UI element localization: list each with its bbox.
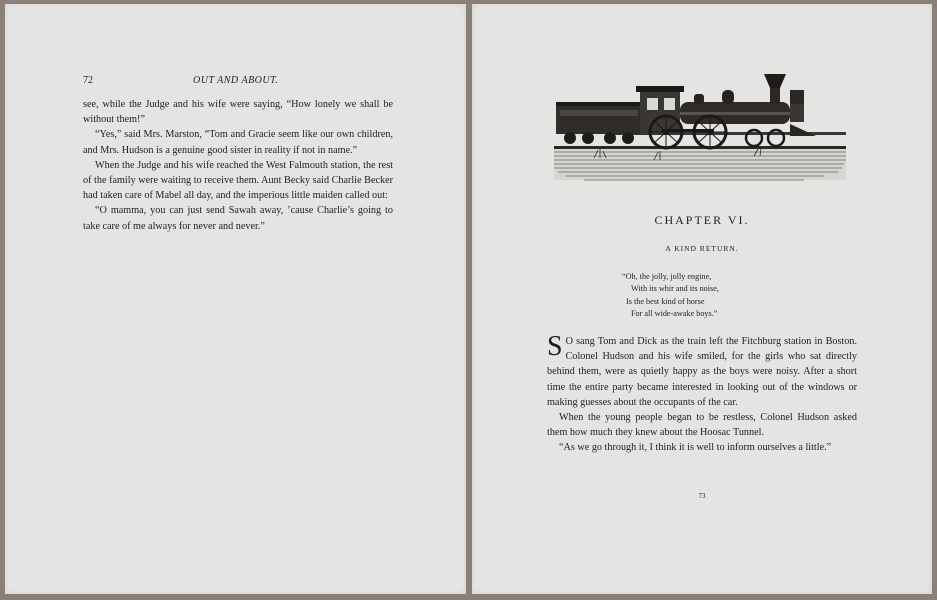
running-title: OUT AND ABOUT. <box>193 75 279 86</box>
paragraph: “Yes,” said Mrs. Marston, “Tom and Gracie seem like our own children, and Mrs. Hudson is a genuine good sister in reality if not in name.” <box>83 129 393 156</box>
right-body-text <box>547 331 857 456</box>
verse-line: “Oh, the jolly, jolly engine, <box>622 272 712 281</box>
page-number: 73 <box>698 492 706 500</box>
epigraph-verse <box>622 271 802 320</box>
verse-line: With its whir and its noise, <box>631 284 719 294</box>
locomotive-illustration <box>554 66 846 188</box>
paragraph: When the young people began to be restless, Colonel Hudson asked them how much they knew about the Hoosac Tunnel. <box>547 412 857 439</box>
paragraph: When the Judge and his wife reached the West Falmouth station, the rest of the family were waiting to receive them. Aunt Becky said Charlie Becker had taken care of Mabel all day, and the imperious little maiden called out: <box>83 159 393 202</box>
right-page <box>472 4 932 594</box>
left-page <box>5 4 466 594</box>
paragraph-text: O sang Tom and Dick as the train left the Fitchburg station in Boston. Colonel Hudson and his wife smiled, for the girls who sat directly behind them, were as quietly happy as the boys were noisy. After a short time the entire party became interested in looking out of the windows or making guesses about the occupants of the car. <box>547 336 857 408</box>
first-paragraph <box>547 331 857 410</box>
page-number: 72 <box>83 75 93 86</box>
paragraph: see, while the Judge and his wife were saying, “How lonely we shall be without them!” <box>83 99 393 126</box>
verse-line: Is the best kind of horse <box>626 296 705 306</box>
left-body-text <box>83 97 393 234</box>
verse-line: For all wide-awake boys.” <box>631 308 718 318</box>
chapter-title: CHAPTER VI. <box>654 213 750 227</box>
drop-cap: S <box>547 331 563 362</box>
running-head <box>83 75 393 89</box>
paragraph: “As we go through it, I think it is well to inform ourselves a little.” <box>559 442 832 454</box>
paragraph: “O mamma, you can just send Sawah away, ’cause Charlie’s going to take care of me always for never and never.” <box>83 205 393 232</box>
chapter-subtitle: A KIND RETURN. <box>665 244 739 253</box>
